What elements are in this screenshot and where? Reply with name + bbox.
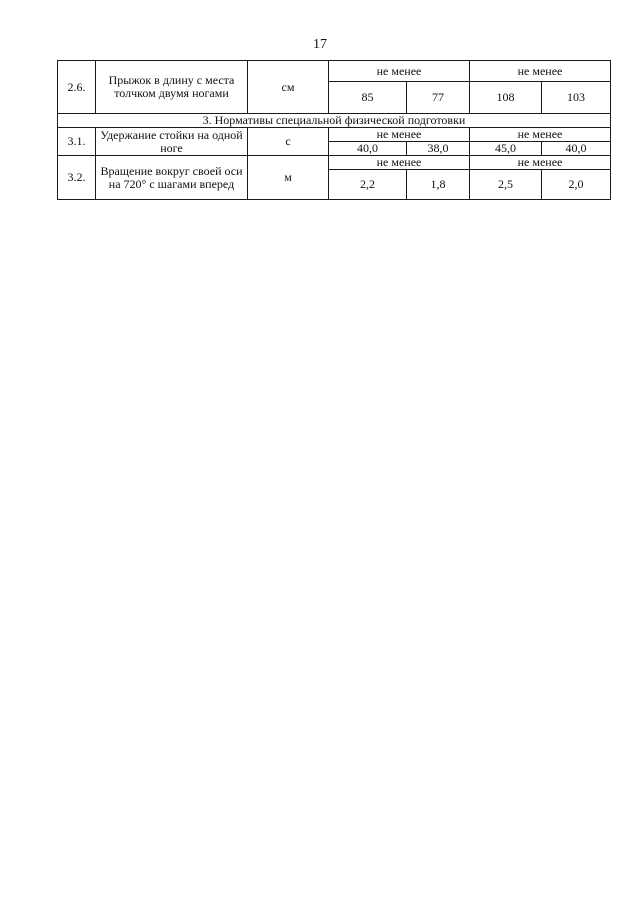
page-number: 17 <box>313 37 327 52</box>
group-label: не менее <box>470 156 611 170</box>
unit-cell: см <box>248 61 329 114</box>
table-row <box>58 156 611 170</box>
value-cell: 85 <box>329 82 407 114</box>
row-number: 3.1. <box>58 128 96 156</box>
section-title-row <box>58 114 611 128</box>
row-number: 2.6. <box>58 61 96 114</box>
value-cell: 45,0 <box>470 142 542 156</box>
exercise-name: Удержание стойки на одной ноге <box>96 128 248 156</box>
value-cell: 40,0 <box>542 142 611 156</box>
table-row <box>58 128 611 142</box>
group-label: не менее <box>329 156 470 170</box>
group-label: не менее <box>470 128 611 142</box>
group-label: не менее <box>329 61 470 82</box>
value-cell: 2,0 <box>542 170 611 200</box>
group-label: не менее <box>470 61 611 82</box>
group-label: не менее <box>329 128 470 142</box>
value-cell: 40,0 <box>329 142 407 156</box>
value-cell: 38,0 <box>407 142 470 156</box>
value-cell: 103 <box>542 82 611 114</box>
exercise-name: Прыжок в длину с места толчком двумя ногами <box>96 61 248 114</box>
value-cell: 2,5 <box>470 170 542 200</box>
exercise-name: Вращение вокруг своей оси на 720° с шагами вперед <box>96 156 248 200</box>
norms-table <box>57 60 611 200</box>
unit-cell: с <box>248 128 329 156</box>
table-row <box>58 61 611 82</box>
value-cell: 77 <box>407 82 470 114</box>
value-cell: 108 <box>470 82 542 114</box>
row-number: 3.2. <box>58 156 96 200</box>
unit-cell: м <box>248 156 329 200</box>
value-cell: 2,2 <box>329 170 407 200</box>
value-cell: 1,8 <box>407 170 470 200</box>
section-title: 3. Нормативы специальной физической подготовки <box>58 114 611 128</box>
